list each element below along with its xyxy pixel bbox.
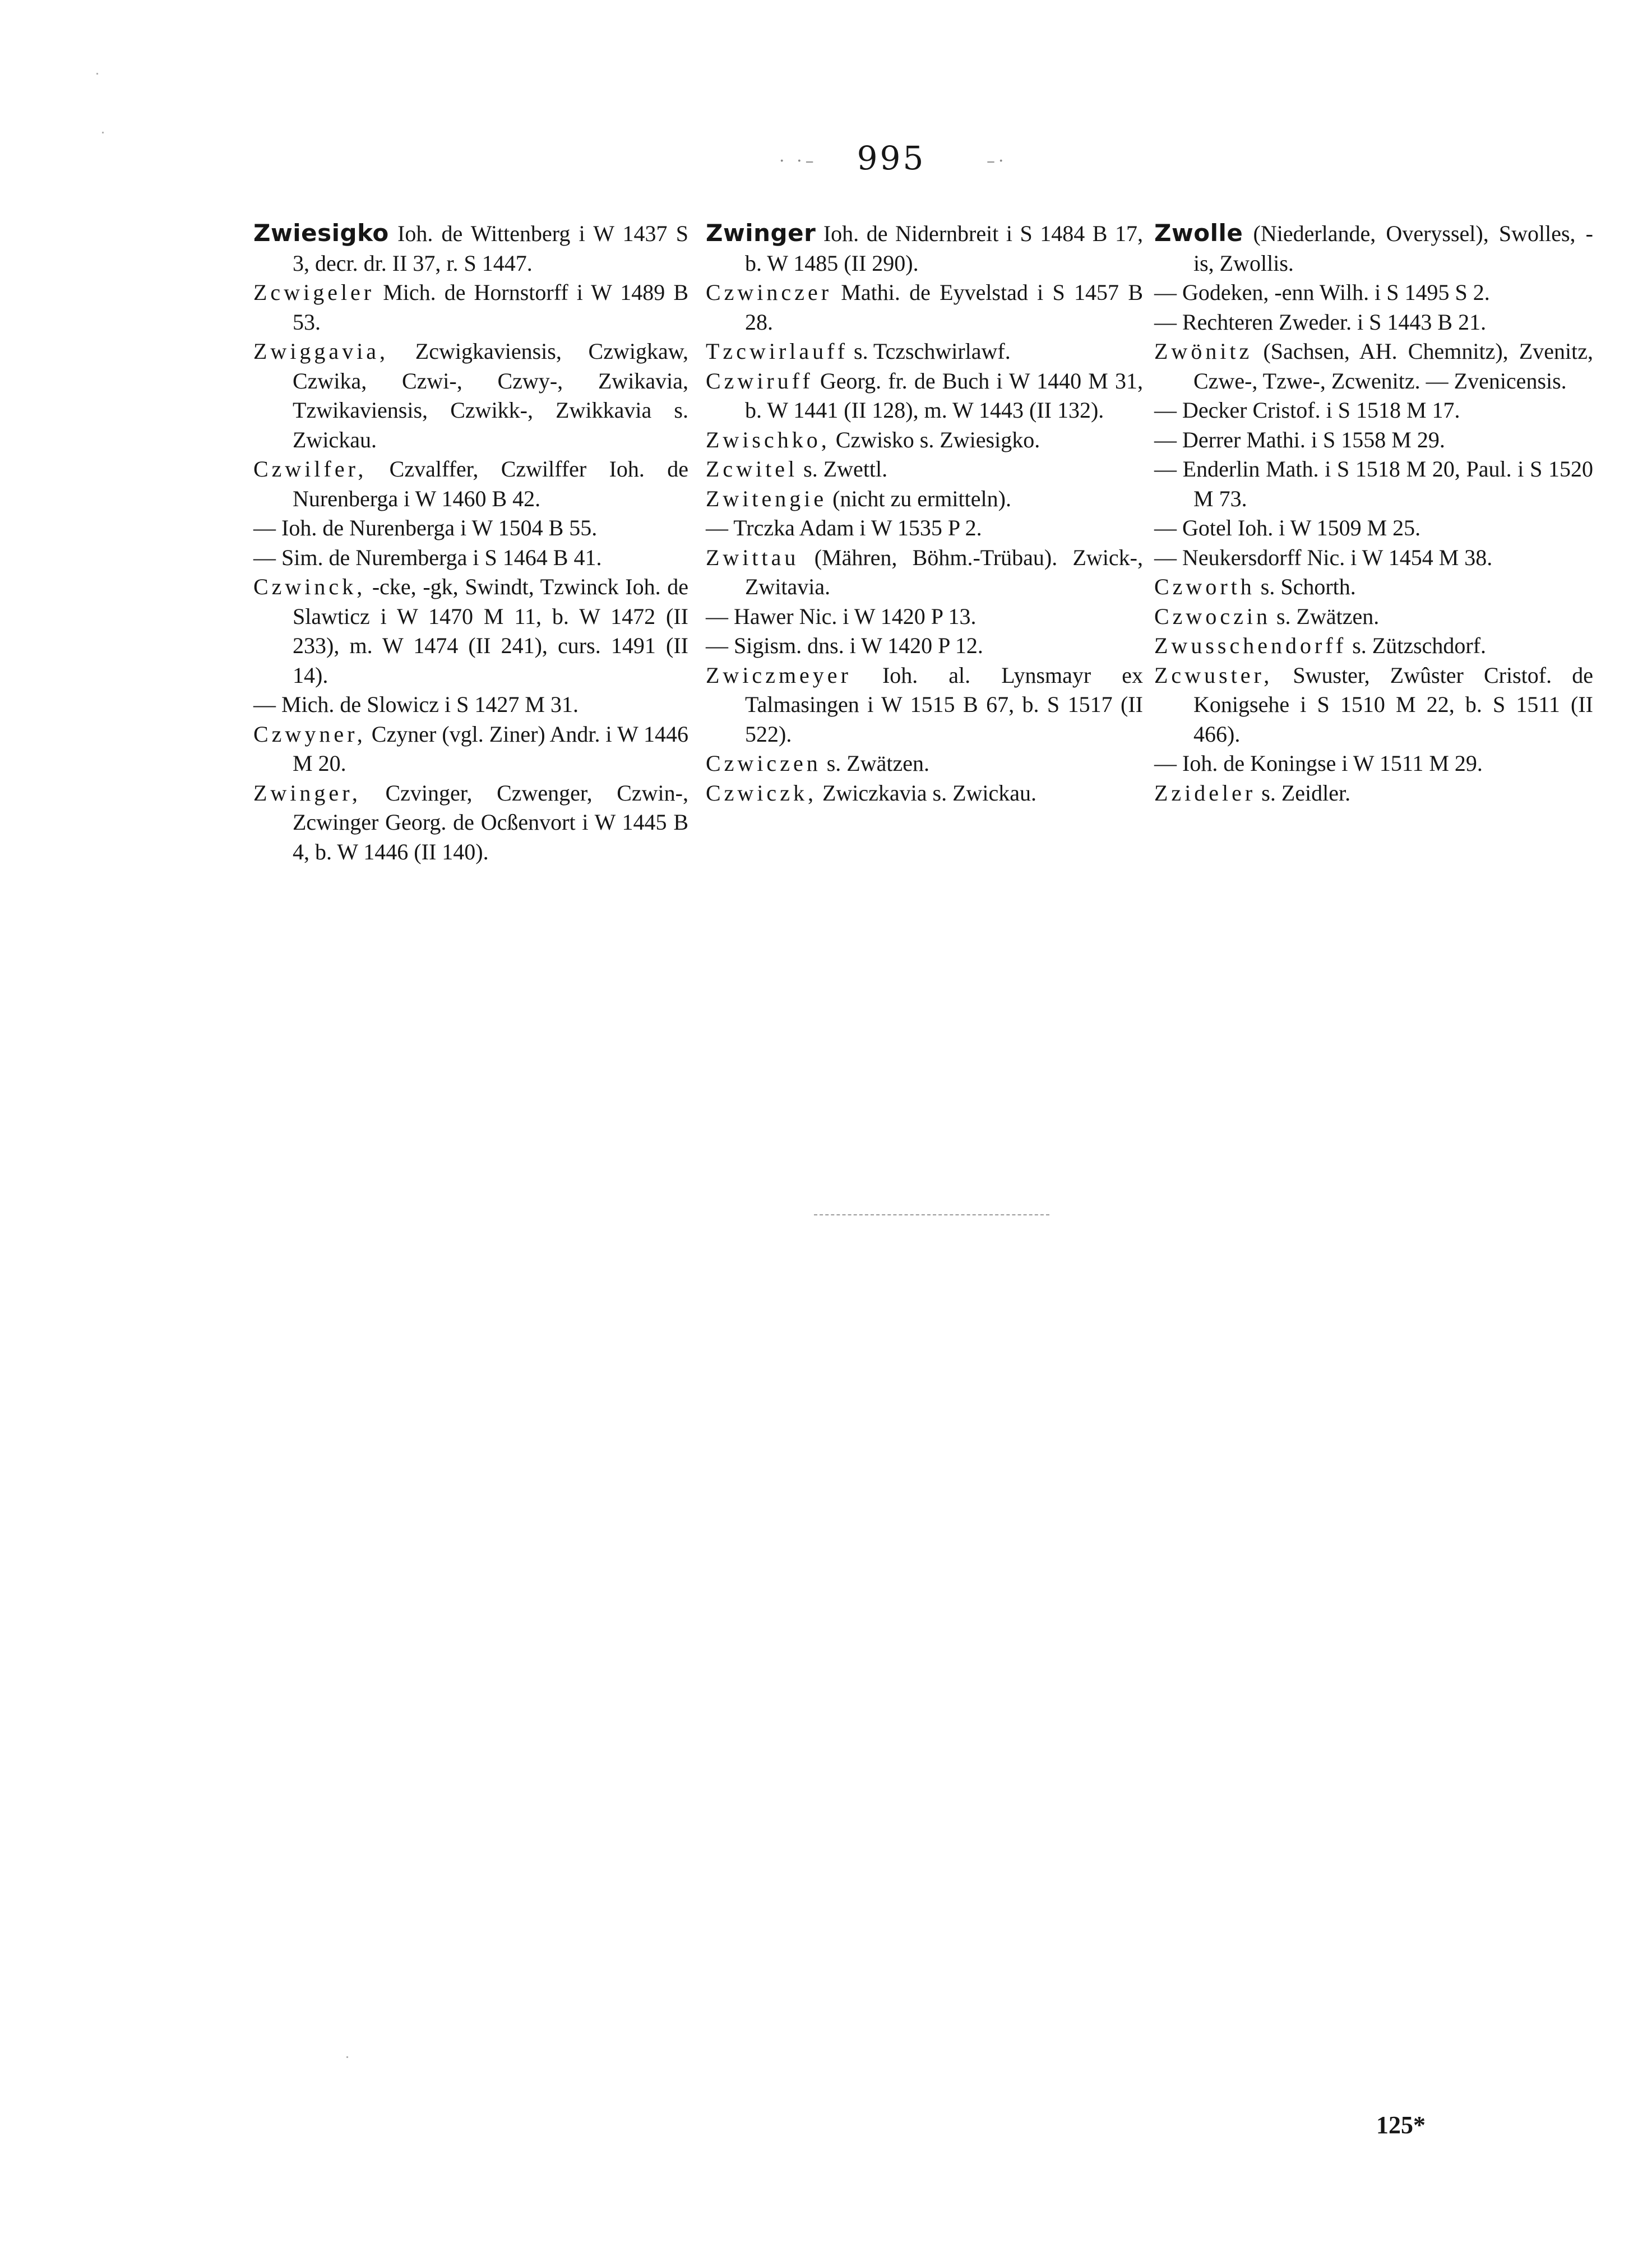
entry-headword: Czwiruff — [706, 368, 813, 394]
index-entry — [1154, 455, 1593, 514]
page-number: 995 — [857, 139, 926, 177]
entry-headword: Zwiesigko — [253, 219, 389, 247]
index-entry — [253, 720, 688, 779]
entry-headword: Zwolle — [1154, 219, 1243, 247]
entry-text: Czvinger, Czwenger, Czwin-, Zcwinger Georg. de Ocßenvort i W 1445 B 4, b. W 1446 (II 140). — [293, 780, 688, 864]
entry-text: (Sachsen, AH. Chemnitz), Zvenitz, Czwe-, Tzwe-, Zcwenitz. — Zvenicensis. — [1193, 339, 1593, 394]
entry-headword: Zwusschendorff — [1154, 633, 1347, 658]
index-entry — [253, 690, 688, 720]
entry-text: s. Zwettl. — [798, 456, 888, 482]
entry-headword: Zwinger, — [253, 780, 361, 806]
entry-headword: Zwiczmeyer — [706, 662, 852, 688]
index-entry — [253, 572, 688, 690]
entry-headword: Zcwuster, — [1154, 662, 1273, 688]
index-entry — [1154, 543, 1593, 573]
index-entry — [253, 278, 688, 337]
entry-headword: Czwyner, — [253, 721, 366, 747]
index-entry — [706, 484, 1143, 514]
entry-text: s. Zützschdorf. — [1346, 633, 1487, 658]
index-entry — [1154, 219, 1593, 278]
entry-text: — Sigism. dns. i W 1420 P 12. — [706, 633, 983, 658]
entry-text: — Gotel Ioh. i W 1509 M 25. — [1154, 515, 1421, 540]
index-entry — [706, 661, 1143, 750]
entry-text: s. Zwätzen. — [1270, 603, 1380, 629]
entry-headword: Czworth — [1154, 574, 1255, 599]
scan-speck — [102, 132, 104, 133]
entry-text: (Niederlande, Overyssel), Swolles, -is, Zwollis. — [1193, 221, 1593, 276]
index-entry — [1154, 661, 1593, 750]
entry-headword: Zwischko, — [706, 427, 830, 452]
column-1 — [253, 219, 688, 867]
printer-signature: 125* — [1376, 2111, 1426, 2139]
index-entry — [706, 779, 1143, 808]
entry-headword: Zwitengie — [706, 485, 827, 511]
entry-text: Zwiczkavia s. Zwickau. — [816, 780, 1037, 806]
index-entry — [1154, 278, 1593, 308]
entry-headword: Zwinger — [706, 219, 816, 247]
index-entry — [706, 749, 1143, 779]
entry-headword: Zwittau — [706, 544, 799, 570]
index-entry — [706, 514, 1143, 543]
entry-headword: Czwilfer, — [253, 456, 367, 482]
entry-headword: Zzideler — [1154, 780, 1256, 806]
index-entry — [706, 425, 1143, 455]
entry-text: (Mähren, Böhm.-Trübau). Zwick-, Zwitavia. — [745, 544, 1143, 599]
index-entry — [706, 602, 1143, 632]
entry-headword: Zcwigeler — [253, 280, 375, 305]
entry-text: s. Schorth. — [1255, 574, 1356, 599]
index-entry — [1154, 396, 1593, 425]
entry-headword: Czwiczk, — [706, 780, 817, 806]
entry-headword: Zcwitel — [706, 456, 798, 482]
scan-speck — [96, 73, 98, 75]
entry-text: Zcwigkaviensis, Czwigkaw, Czwika, Czwi-, Czwy-, Zwikavia, Tzwikaviensis, Czwikk-, Zwikkavia s. Zwickau. — [293, 339, 688, 452]
entry-text: Mich. de Hornstorff i W 1489 B 53. — [293, 280, 688, 335]
index-entry — [253, 455, 688, 514]
entry-headword: Tzcwirlauff — [706, 339, 849, 364]
entry-text: s. Zwätzen. — [821, 751, 929, 776]
header-ornament-right: –· — [987, 151, 1007, 171]
index-entry — [1154, 602, 1593, 632]
entry-text: Ioh. al. Lynsmayr ex Talmasingen i W 1515 B 67, b. S 1517 (II 522). — [745, 662, 1143, 747]
index-entry — [1154, 425, 1593, 455]
index-entry — [253, 543, 688, 573]
entry-text: — Trczka Adam i W 1535 P 2. — [706, 515, 982, 540]
index-entry — [706, 219, 1143, 278]
entry-text: Czyner (vgl. Ziner) Andr. i W 1446 M 20. — [293, 721, 688, 776]
entry-headword: Czwiczen — [706, 751, 821, 776]
index-entry — [253, 337, 688, 455]
index-entry — [1154, 749, 1593, 779]
header-ornament-left: · ·– — [779, 151, 817, 171]
index-entry — [1154, 514, 1593, 543]
entry-headword: Zwiggavia, — [253, 339, 389, 364]
index-entry — [706, 367, 1143, 425]
index-entry — [1154, 572, 1593, 602]
index-entry — [706, 543, 1143, 602]
index-entry — [706, 455, 1143, 484]
entry-text: — Hawer Nic. i W 1420 P 13. — [706, 603, 977, 629]
entry-text: — Decker Cristof. i S 1518 M 17. — [1154, 397, 1460, 423]
index-entry — [706, 337, 1143, 367]
entry-text: s. Tczschwirlawf. — [848, 339, 1011, 364]
index-entry — [253, 514, 688, 543]
entry-text: — Enderlin Math. i S 1518 M 20, Paul. i S 1520 M 73. — [1154, 456, 1593, 511]
index-entry — [1154, 308, 1593, 337]
entry-text: — Rechteren Zweder. i S 1443 B 21. — [1154, 309, 1487, 335]
entry-text: Ioh. de Wittenberg i W 1437 S 3, decr. dr. II 37, r. S 1447. — [293, 221, 688, 276]
index-entry — [1154, 631, 1593, 661]
entry-text: — Sim. de Nuremberga i S 1464 B 41. — [253, 544, 602, 570]
entry-text: — Mich. de Slowicz i S 1427 M 31. — [253, 692, 579, 717]
entry-text: — Ioh. de Koningse i W 1511 M 29. — [1154, 751, 1483, 776]
entry-text: — Godeken, -enn Wilh. i S 1495 S 2. — [1154, 280, 1490, 305]
section-divider — [814, 1214, 1049, 1215]
entry-text: Czvalffer, Czwilffer Ioh. de Nurenberga i W 1460 B 42. — [293, 456, 688, 511]
entry-text: Czwisko s. Zwiesigko. — [830, 427, 1040, 452]
index-entry — [706, 631, 1143, 661]
entry-text: — Derrer Mathi. i S 1558 M 29. — [1154, 427, 1445, 452]
entry-text: s. Zeidler. — [1256, 780, 1351, 806]
entry-text: (nicht zu ermitteln). — [827, 485, 1011, 511]
index-entry — [706, 278, 1143, 337]
column-2 — [706, 219, 1143, 808]
entry-text: Mathi. de Eyvelstad i S 1457 B 28. — [745, 280, 1143, 335]
entry-text: Ioh. de Nidernbreit i S 1484 B 17, b. W 1485 (II 290). — [745, 221, 1143, 276]
scan-speck — [346, 2056, 348, 2058]
index-entry — [253, 219, 688, 278]
entry-text: -cke, -gk, Swindt, Tzwinck Ioh. de Slawticz i W 1470 M 11, b. W 1472 (II 233), m. W 1474 (II 241), curs. 1491 (II 14). — [293, 574, 688, 688]
index-entry — [1154, 337, 1593, 396]
index-entry — [1154, 779, 1593, 808]
entry-headword: Czwinck, — [253, 574, 366, 599]
entry-headword: Czwoczin — [1154, 603, 1271, 629]
column-3 — [1154, 219, 1593, 808]
entry-headword: Czwinczer — [706, 280, 832, 305]
entry-text: — Neukersdorff Nic. i W 1454 M 38. — [1154, 544, 1493, 570]
index-entry — [253, 779, 688, 867]
entry-text: Swuster, Zwûster Cristof. de Konigsehe i S 1510 M 22, b. S 1511 (II 466). — [1193, 662, 1593, 747]
entry-text: — Ioh. de Nurenberga i W 1504 B 55. — [253, 515, 598, 540]
entry-text: Georg. fr. de Buch i W 1440 M 31, b. W 1441 (II 128), m. W 1443 (II 132). — [745, 368, 1143, 423]
entry-headword: Zwönitz — [1154, 339, 1253, 364]
